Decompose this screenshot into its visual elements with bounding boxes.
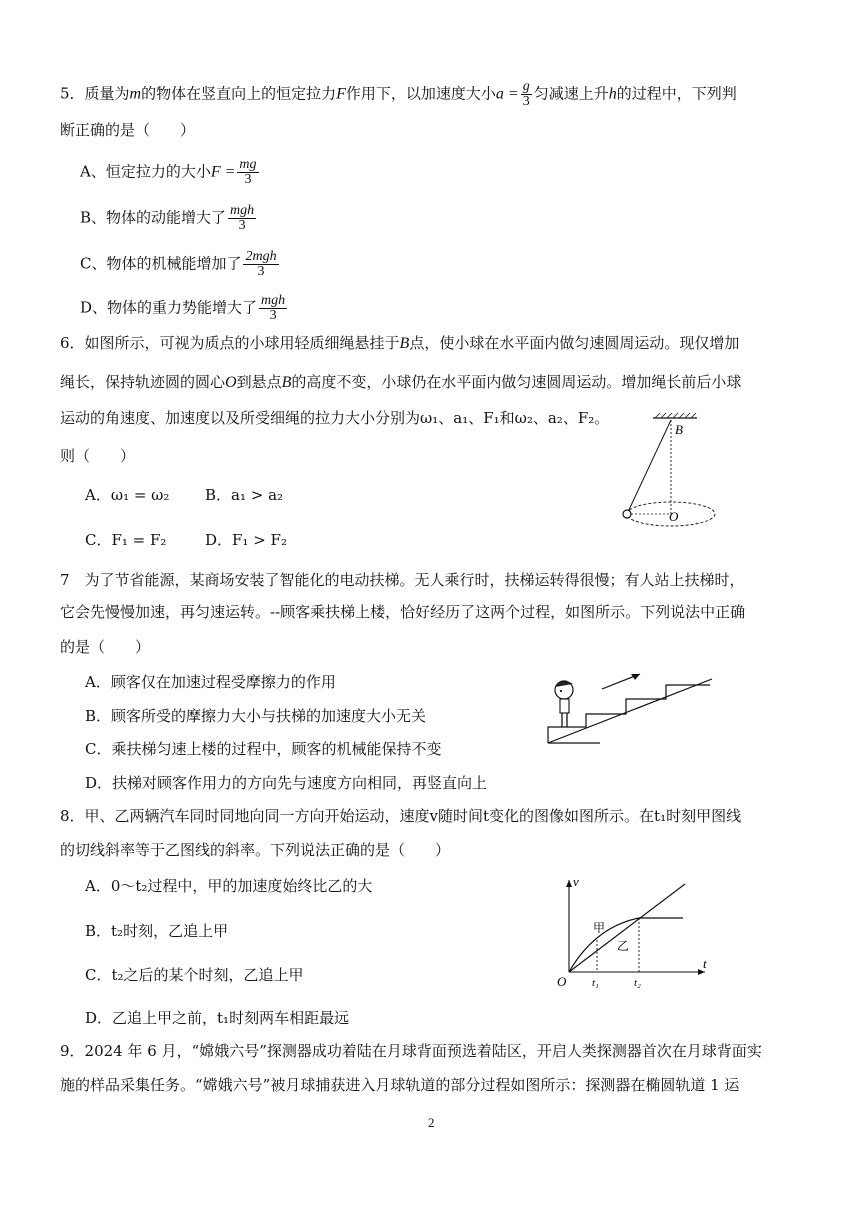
q6-option-a: A．ω₁ = ω₂: [85, 486, 170, 504]
q8-option-c: C．t₂之后的某个时刻，乙追上甲: [85, 966, 304, 984]
q8-stem-line2: 的切线斜率等于乙图线的斜率。下列说法正确的是（ ）: [60, 841, 451, 859]
q8-option-b: B．t₂时刻，乙追上甲: [85, 922, 229, 940]
q7-stem-line1: 7 为了节省能源，某商场安装了智能化的电动扶梯。无人乘行时，扶梯运转得很慢；有人站上扶梯时，: [60, 571, 745, 589]
q8-stem-line1: 8．甲、乙两辆汽车同时同地向同一方向开始运动，速度v随时间t变化的图像如图所示。在t₁时刻甲图线: [60, 807, 742, 825]
q6-stem-line4: 则（ ）: [60, 447, 136, 465]
label-t2: t₂: [634, 977, 641, 989]
page-number: 2: [428, 1115, 435, 1130]
label-t: t: [703, 956, 707, 971]
q6-option-d: D．F₁ > F₂: [205, 531, 287, 549]
q6-stem-line2: 绳长，保持轨迹圆的圆心O到悬点B的高度不变，小球仍在水平面内做匀速圆周运动。增加绳长前后小球: [60, 373, 742, 391]
label-O: O: [669, 509, 679, 524]
q7-option-c: C．乘扶梯匀速上楼的过程中，顾客的机械能保持不变: [85, 740, 442, 758]
q6-option-c: C．F₁ = F₂: [85, 531, 167, 549]
line-yi: [569, 884, 685, 972]
q5-option-b: B、物体的动能增大了 $\frac{\text{mgh}}{3}$: [80, 203, 255, 233]
label-t1: t₁: [592, 977, 599, 989]
label-jia: 甲: [593, 921, 606, 935]
ball: [623, 510, 631, 518]
q7-option-a: A．顾客仅在加速过程受摩擦力的作用: [85, 673, 336, 691]
v-axis-arrow-icon: [566, 880, 572, 887]
q6-pendulum-figure: [605, 410, 735, 535]
q7-stem-line3: 的是（ ）: [60, 638, 151, 656]
label-B: B: [675, 422, 683, 437]
q6-option-b: B．a₁ > a₂: [205, 486, 284, 504]
q6-stem-line1: 6．如图所示，可视为质点的小球用轻质细绳悬挂于B点，使小球在水平面内做匀速圆周运动。现仅增加: [60, 334, 740, 352]
string: [627, 420, 671, 514]
q5-option-a: A、恒定拉力的大小F = $\frac{mg}{3}$: [80, 157, 257, 187]
q8-option-a: A．0～t₂过程中，甲的加速度始终比乙的大: [85, 877, 373, 895]
q5-stem-line2: 断正确的是（ ）: [60, 121, 196, 139]
q5-option-c: C、物体的机械能增加了 $\frac{\text{2mgh}}{3}$: [80, 249, 277, 279]
label-v: v: [573, 874, 579, 889]
label-origin: O: [557, 974, 567, 989]
customer-icon: [555, 681, 573, 727]
label-yi: 乙: [617, 939, 630, 953]
q5-stem-line1: 5．质量为m的物体在竖直向上的恒定拉力F作用下，以加速度大小a = $\frac{g}{3}$ 匀减速上升h的过程中，下列判: [60, 79, 737, 109]
q7-option-d: D．扶梯对顾客作用力的方向先与速度方向相同，再竖直向上: [85, 774, 488, 792]
q9-stem-line1: 9．2024 年 6 月，“嫦娥六号”探测器成功着陆在月球背面预选着陆区，开启人类探测器首次在月球背面实: [60, 1042, 762, 1060]
q5-frac-g-over-3: $\frac{g}{3}$: [522, 79, 530, 109]
q8-vt-graph: [555, 872, 715, 992]
q7-stem-line2: 它会先慢慢加速，再匀速运转。--顾客乘扶梯上楼，恰好经历了这两个过程，如图所示。下列说法中正确: [60, 603, 746, 621]
ceiling-hatch: [655, 413, 696, 418]
q6-stem-line3: 运动的角速度、加速度以及所受细绳的拉力大小分别为ω₁、a₁、F₁和ω₂、a₂、F₂。: [60, 409, 610, 427]
q7-escalator-figure: [540, 665, 720, 750]
q5-option-d: D、物体的重力势能增大了 $\frac{\text{mgh}}{3}$: [80, 293, 286, 323]
q8-option-d: D．乙追上甲之前，t₁时刻两车相距最远: [85, 1009, 350, 1027]
q7-option-b: B．顾客所受的摩擦力大小与扶梯的加速度大小无关: [85, 707, 427, 725]
q9-stem-line2: 施的样品采集任务。“嫦娥六号”被月球捕获进入月球轨道的部分过程如图所示：探测器在椭圆轨道 1 运: [60, 1076, 740, 1094]
